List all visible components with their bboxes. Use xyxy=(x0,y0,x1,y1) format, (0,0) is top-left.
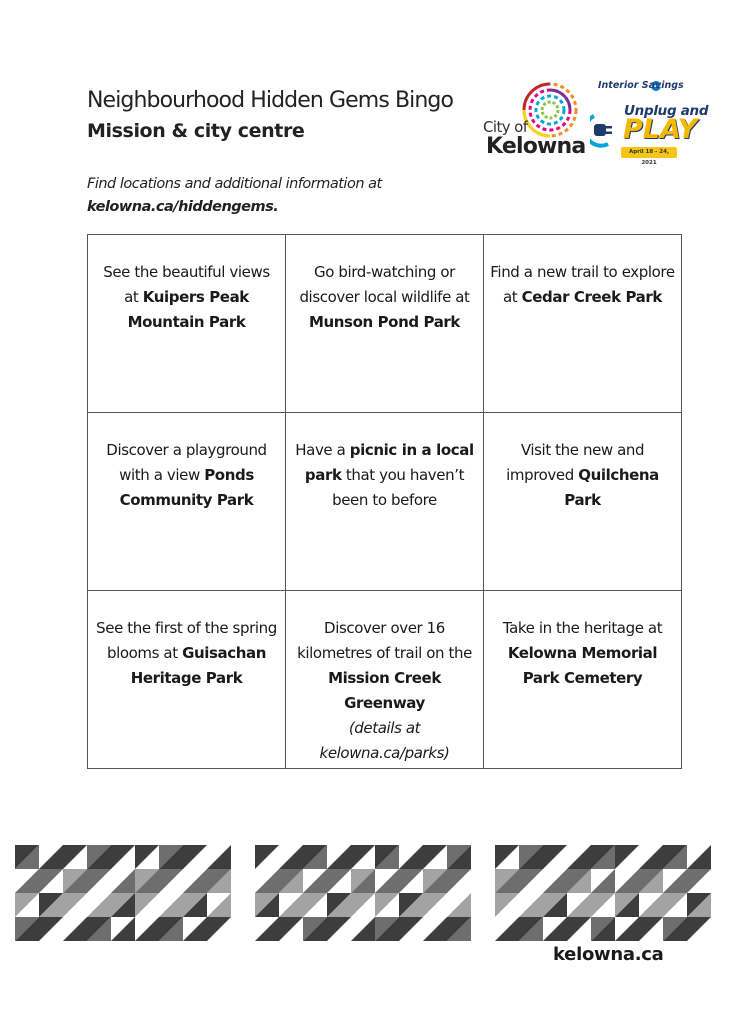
cell-park-name: Kuipers Peak Mountain Park xyxy=(127,288,249,331)
pattern-triangle xyxy=(495,917,519,941)
pattern-triangle xyxy=(39,869,63,893)
pattern-triangle xyxy=(135,893,159,917)
triangle-pattern-graphic xyxy=(0,845,743,945)
pattern-triangle xyxy=(279,893,303,917)
pattern-triangle xyxy=(663,893,687,917)
pattern-triangle xyxy=(519,893,543,917)
cell-note: (details at kelowna.ca/parks) xyxy=(319,719,450,762)
footer-url[interactable]: kelowna.ca xyxy=(553,944,664,965)
info-link[interactable]: kelowna.ca/hiddengems. xyxy=(87,199,279,215)
pattern-triangle xyxy=(423,917,447,941)
pattern-triangle xyxy=(495,845,519,869)
bingo-row xyxy=(88,235,682,413)
bingo-cell-picnic[interactable] xyxy=(286,413,484,591)
page-subtitle: Mission & city centre xyxy=(87,120,305,142)
pattern-triangle xyxy=(183,845,207,869)
bingo-row xyxy=(88,413,682,591)
pattern-triangle xyxy=(687,869,711,893)
pattern-triangle xyxy=(327,917,351,941)
sponsor-name: Interior Savings xyxy=(598,80,684,91)
pattern-triangle xyxy=(63,845,87,869)
cell-park-name: Mission Creek Greenway xyxy=(328,669,441,712)
pattern-triangle xyxy=(663,869,687,893)
pattern-triangle xyxy=(159,893,183,917)
pattern-triangle xyxy=(639,917,663,941)
cell-text: Find a new trail to explore at xyxy=(490,263,675,306)
cell-text: Have a xyxy=(295,441,350,459)
pattern-triangle xyxy=(447,869,471,893)
pattern-triangle xyxy=(687,917,711,941)
pattern-triangle xyxy=(567,917,591,941)
pattern-triangle xyxy=(399,869,423,893)
cell-text: Discover a playground with a view xyxy=(106,441,267,484)
cell-park-name: Guisachan Heritage Park xyxy=(130,644,267,687)
logo-unplug-text: Unplug and xyxy=(624,103,709,119)
pattern-triangle xyxy=(279,917,303,941)
pattern-triangle xyxy=(567,893,591,917)
pattern-triangle xyxy=(87,869,111,893)
pattern-triangle xyxy=(591,869,615,893)
pattern-triangle xyxy=(159,869,183,893)
pattern-triangle xyxy=(135,917,159,941)
bingo-cell-mission-creek[interactable] xyxy=(286,591,484,769)
cell-text-after: that you haven’t been to before xyxy=(332,466,465,509)
pattern-triangle xyxy=(543,917,567,941)
bingo-row xyxy=(88,591,682,769)
pattern-triangle xyxy=(87,893,111,917)
pattern-triangle xyxy=(183,917,207,941)
pattern-triangle xyxy=(15,893,39,917)
cell-text: See the beautiful views at xyxy=(103,263,270,306)
bingo-cell-kuipers-peak[interactable] xyxy=(88,235,286,413)
pattern-triangle xyxy=(375,893,399,917)
pattern-triangle xyxy=(111,917,135,941)
pattern-triangle xyxy=(207,917,231,941)
pattern-triangle xyxy=(399,917,423,941)
pattern-triangle xyxy=(615,845,639,869)
cell-park-name: Munson Pond Park xyxy=(308,313,461,331)
pattern-triangle xyxy=(567,845,591,869)
logo-play-text: PLAY xyxy=(623,114,698,145)
cell-park-name: Quilchena Park xyxy=(564,466,659,509)
bingo-cell-cedar-creek[interactable] xyxy=(484,235,682,413)
pattern-triangle xyxy=(615,869,639,893)
bingo-cell-guisachan[interactable] xyxy=(88,591,286,769)
cell-text: Discover over 16 kilometres of trail on the xyxy=(297,619,472,662)
bingo-cell-ponds-community[interactable] xyxy=(88,413,286,591)
pattern-triangle xyxy=(303,869,327,893)
bingo-cell-memorial-cemetery[interactable] xyxy=(484,591,682,769)
cell-text: Take in the heritage at xyxy=(502,619,663,637)
pattern-triangle xyxy=(423,893,447,917)
page-title: Neighbourhood Hidden Gems Bingo xyxy=(87,88,454,113)
bingo-grid xyxy=(87,234,682,769)
pattern-triangle xyxy=(639,845,663,869)
pattern-triangle xyxy=(255,917,279,941)
info-text xyxy=(87,173,382,219)
pattern-triangle xyxy=(255,869,279,893)
pattern-triangle xyxy=(111,845,135,869)
pattern-triangle xyxy=(111,869,135,893)
cell-text: Visit the new and improved xyxy=(506,441,645,484)
info-text-line: Find locations and additional information at xyxy=(87,176,382,192)
pattern-triangle xyxy=(303,893,327,917)
cell-text: See the first of the spring blooms at xyxy=(96,619,277,662)
pattern-triangle xyxy=(351,893,375,917)
pattern-triangle xyxy=(447,893,471,917)
logo-kelowna-text: Kelowna xyxy=(486,134,586,159)
pattern-triangle xyxy=(39,917,63,941)
pattern-triangle xyxy=(351,917,375,941)
logo-city-of-text: City of xyxy=(483,118,528,136)
pattern-triangle xyxy=(591,893,615,917)
pattern-triangle xyxy=(207,893,231,917)
pattern-triangle xyxy=(543,845,567,869)
pattern-triangle xyxy=(639,893,663,917)
cell-park-name: Kelowna Memorial Park Cemetery xyxy=(507,644,658,687)
pattern-triangle xyxy=(423,845,447,869)
bingo-cell-munson-pond[interactable] xyxy=(286,235,484,413)
pattern-triangle xyxy=(327,869,351,893)
pattern-triangle xyxy=(279,845,303,869)
pattern-triangle xyxy=(63,893,87,917)
pattern-triangle xyxy=(399,845,423,869)
pattern-triangle xyxy=(15,869,39,893)
pattern-triangle xyxy=(351,845,375,869)
pattern-triangle xyxy=(687,845,711,869)
pattern-triangle xyxy=(207,845,231,869)
cell-park-name: Cedar Creek Park xyxy=(521,288,662,306)
pattern-triangle xyxy=(63,917,87,941)
event-dates: April 18 - 24, 2021 xyxy=(621,147,677,158)
cell-park-name: Ponds Community Park xyxy=(119,466,254,509)
pattern-triangle xyxy=(519,869,543,893)
pattern-triangle xyxy=(327,845,351,869)
pattern-triangle xyxy=(39,845,63,869)
pattern-triangle xyxy=(495,893,519,917)
pattern-triangle xyxy=(543,869,567,893)
pattern-triangle xyxy=(135,845,159,869)
pattern-triangle xyxy=(375,869,399,893)
cell-text: Go bird-watching or discover local wildlife at xyxy=(299,263,470,306)
pattern-triangle xyxy=(255,845,279,869)
pattern-triangle xyxy=(183,869,207,893)
pattern-triangle xyxy=(615,917,639,941)
bingo-cell-quilchena[interactable] xyxy=(484,413,682,591)
cell-park-name: picnic in a local park xyxy=(304,441,474,484)
